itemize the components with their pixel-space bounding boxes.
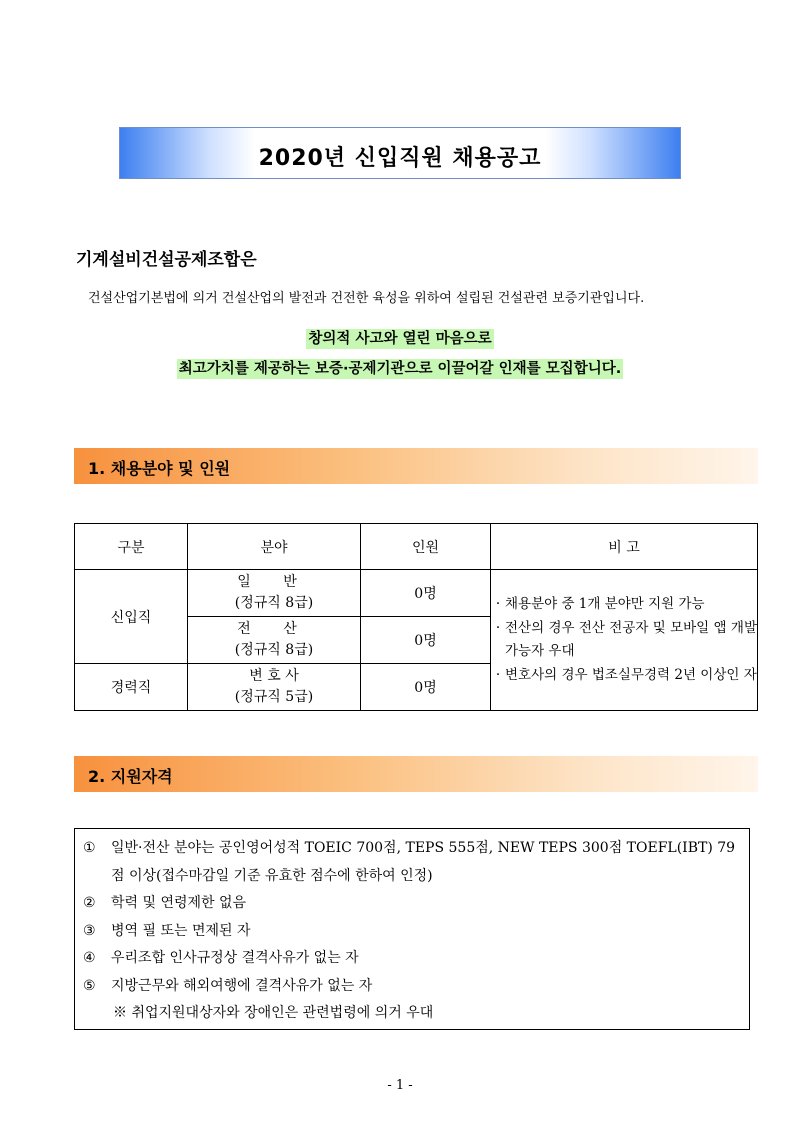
title-banner: [119, 127, 681, 179]
header-count: 인원: [361, 524, 491, 570]
list-item: [83, 945, 749, 973]
section-title: 2. 지원자격: [88, 767, 173, 786]
qualifications-box: [74, 828, 750, 1030]
remark-item: · 채용분야 중 1개 분야만 지원 가능: [491, 593, 757, 617]
org-name: 기계설비건설공제조합은: [76, 250, 257, 270]
section-title: 1. 채용분야 및 인원: [88, 459, 231, 478]
item-text: 학력 및 연령제한 없음: [111, 895, 247, 911]
qualification-note: ※ 취업지원대상자와 장애인은 관련법령에 의거 우대: [113, 1005, 434, 1021]
field-cell: [188, 570, 361, 617]
item-number: ⑤: [83, 977, 96, 994]
table-row: [75, 570, 758, 617]
remarks-cell: [491, 570, 758, 711]
slogan-line-1: 창의적 사고와 열린 마음으로: [308, 331, 492, 347]
list-item: [83, 918, 749, 946]
item-text: 우리조합 인사규정상 결격사유가 없는 자: [111, 950, 359, 966]
item-text: 병역 필 또는 면제된 자: [111, 922, 251, 939]
item-number: ①: [83, 840, 96, 856]
bullet: ·: [495, 619, 501, 636]
field-name: 일 반: [237, 574, 311, 590]
list-item: [83, 890, 749, 918]
field-grade: (정규직 8급): [234, 642, 314, 658]
header-remarks: 비 고: [491, 524, 758, 570]
section-header-recruitment: [74, 448, 758, 484]
item-number: ③: [83, 922, 96, 939]
bullet: ·: [495, 666, 501, 683]
header-category: 구분: [75, 524, 188, 570]
count-cell: 0명: [361, 617, 491, 664]
list-item: [83, 973, 749, 1001]
page-title: 2020년 신입직원 채용공고: [258, 146, 542, 171]
bullet: ·: [495, 596, 501, 612]
field-grade: (정규직 5급): [234, 689, 314, 705]
category-cell: 신입직: [75, 570, 188, 664]
recruitment-table: [74, 523, 758, 711]
category-cell: 경력직: [75, 664, 188, 711]
count-cell: 0명: [361, 664, 491, 711]
item-text: 일반·전산 분야는 공인영어성적 TOEIC 700점, TEPS 555점, NEW TEPS 300점 TOEFL(IBT) 79점 이상(접수마감일 기준 유효한 점수에 한하여 인정): [111, 840, 736, 884]
remark-item: · 변호사의 경우 법조실무경력 2년 이상인 자: [491, 664, 757, 688]
field-name: 변 호 사: [249, 668, 299, 684]
field-cell: [188, 664, 361, 711]
table-header-row: [75, 524, 758, 570]
field-cell: [188, 617, 361, 664]
field-grade: (정규직 8급): [234, 595, 314, 611]
slogan-line-2: 최고가치를 제공하는 보증·공제기관으로 이끌어갈 인재를 모집합니다.: [178, 361, 622, 377]
section-header-qualifications: [74, 756, 758, 792]
header-field: 분야: [188, 524, 361, 570]
count-cell: 0명: [361, 570, 491, 617]
field-name: 전 산: [237, 621, 311, 637]
remark-item: · 전산의 경우 전산 전공자 및 모바일 앱 개발 가능자 우대: [491, 617, 757, 664]
list-item: [83, 835, 749, 890]
page-number: - 1 -: [387, 1078, 413, 1093]
org-description: 건설산업기본법에 의거 건설산업의 발전과 건전한 육성을 위하여 설립된 건설관련 보증기관입니다.: [88, 291, 645, 306]
item-text: 지방근무와 해외여행에 결격사유가 없는 자: [111, 977, 373, 994]
item-number: ②: [83, 895, 96, 911]
item-number: ④: [83, 950, 96, 966]
